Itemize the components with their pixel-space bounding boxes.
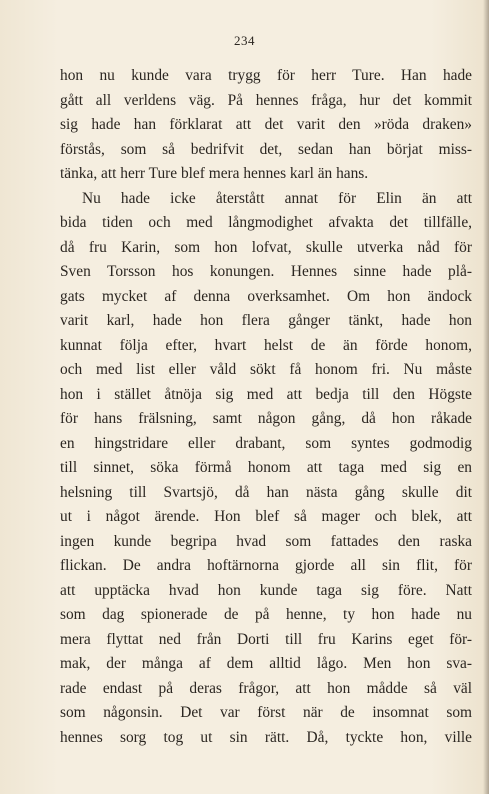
text-line: gats mycket af denna overksamhet. Om hon ändock <box>60 287 472 305</box>
text-line: till sinnet, söka förmå honom att taga med sig en <box>60 459 472 476</box>
text-line: Nu hade icke återstått annat för Elin än att <box>82 189 472 207</box>
text-line: sig hade han förklarat att det varit den »röda draken» <box>60 116 472 133</box>
text-line: flickan. De andra hoftärnorna gjorde all sin flit, för <box>60 557 472 574</box>
text-line: kunnat följa efter, hvart helst de än förde honom, <box>60 336 472 354</box>
page-edge-shadow <box>483 0 489 794</box>
text-line: som någonsin. Det var först när de insomnat som <box>60 704 472 721</box>
text-line: att upptäcka hvad hon kunde taga sig före. Natt <box>60 581 472 599</box>
text-line: mera flyttat ned från Dorti till fru Karins eget för- <box>60 630 472 648</box>
text-line: gått all verldens väg. På hennes fråga, hur det kommit <box>60 91 472 109</box>
text-line: som dag spionerade de på henne, ty hon hade nu <box>60 606 472 623</box>
text-line: tänka, att herr Ture blef mera hennes karl än hans. <box>60 165 369 182</box>
text-line: helsning till Svartsjö, då han nästa gång skulle dit <box>60 483 472 501</box>
text-line: hon i stället åtnöja sig med att bedja till den Högste <box>60 385 472 403</box>
text-line: förstås, som så bedrifvit det, sedan han börjat miss- <box>60 140 472 158</box>
text-line: rade endast på deras frågor, att hon mådde så väl <box>60 679 472 697</box>
text-line: och med list eller våld sökt få honom fri. Nu måste <box>60 361 472 378</box>
text-line: bida tiden och med långmodighet afvakta det tillfälle, <box>60 214 472 231</box>
text-line: hon nu kunde vara trygg för herr Ture. Han hade <box>60 67 472 84</box>
text-line: Sven Torsson hos konungen. Hennes sinne hade plå- <box>60 263 472 280</box>
text-line: mak, der många af dem alltid lågo. Men hon sva- <box>60 655 472 672</box>
text-line: för hans frälsning, samt någon gång, då hon råkade <box>60 410 472 427</box>
text-line: ut i något ärende. Hon blef så mager och blek, att <box>60 508 472 525</box>
page-number: 234 <box>234 33 255 48</box>
text-line: varit karl, hade hon flera gånger tänkt, hade hon <box>60 312 472 329</box>
text-line: en hingstridare eller drabant, som syntes godmodig <box>60 434 472 452</box>
text-line: ingen kunde begripa hvad som fattades den raska <box>60 532 472 550</box>
text-line: då fru Karin, som hon lofvat, skulle utverka nåd för <box>60 238 472 256</box>
body-text <box>60 64 472 750</box>
text-line: hennes sorg tog ut sin rätt. Då, tyckte hon, ville <box>60 728 472 746</box>
